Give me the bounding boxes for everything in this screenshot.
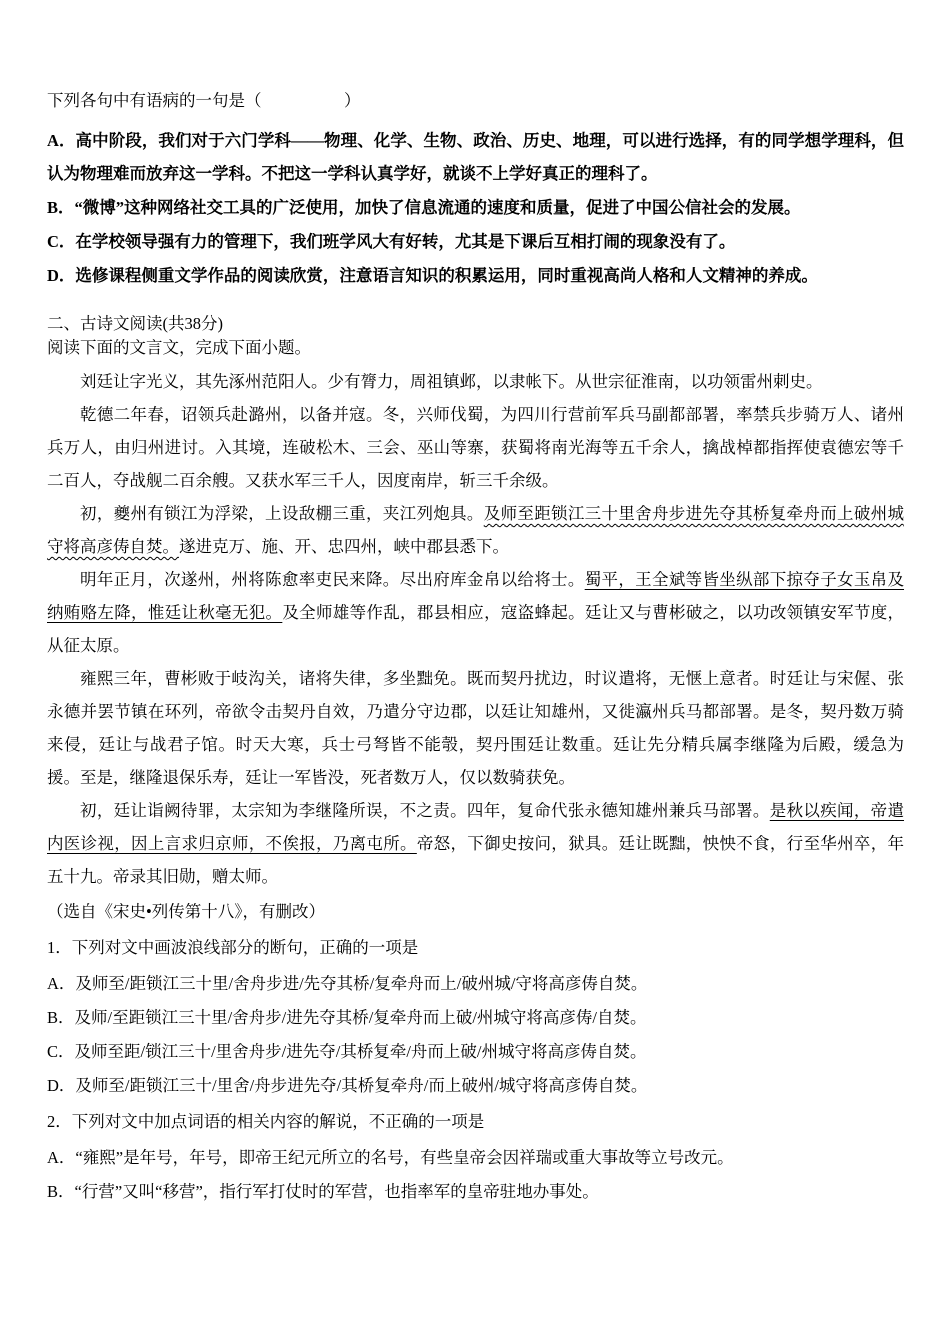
grammar-option-d: D．选修课程侧重文学作品的阅读欣赏，注意语言知识的积累运用，同时重视高尚人格和人文精神的养成。 (47, 266, 818, 285)
passage-paragraph-1: 刘廷让字光义，其先涿州范阳人。少有膂力，周祖镇邺，以隶帐下。从世宗征淮南，以功领雷州刺史。 (80, 372, 823, 391)
grammar-question-stem: 下列各句中有语病的一句是（ ） (47, 91, 361, 110)
grammar-option-c: C．在学校领导强有力的管理下，我们班学风大有好转，尤其是下课后互相打闹的现象没有了。 (47, 232, 736, 251)
question-2-stem: 2．下列对文中加点词语的相关内容的解说，不正确的一项是 (47, 1112, 485, 1131)
question-1-option-b: B．及师/至距锁江三十里/舍舟步/进先夺其桥/复牵舟而上破/州城守将高彦俦/自焚。 (47, 1008, 647, 1027)
p6-underlined-text: 是秋以疾闻，帝遣内医诊视，因上言求归京师，不俟报，乃离屯所。 (47, 801, 905, 853)
question-1-option-a: A．及师至/距锁江三十里/舍舟步进/先夺其桥/复牵舟而上/破州城/守将高彦俦自焚。 (47, 974, 648, 993)
p6-text-before: 初，廷让诣阙待罪，太宗知为李继隆所误，不之责。四年，复命代张永德知雄州兼兵马部署。 (80, 801, 770, 820)
p3-wavy-underlined-text: 及师至距锁江三十里舍舟步进先夺其桥复牵舟而上破州城守将高彦俦自焚。 (47, 504, 905, 556)
p6-text-after: 帝怒，下御史按问，狱具。廷让既黜，怏怏不食，行至华州卒，年五十九。帝录其旧勋，赠太师。 (47, 834, 905, 886)
passage-paragraph-6 (47, 794, 904, 893)
question-1-option-d: D．及师至/距锁江三十/里舍/舟步进先夺/其桥复牵舟/而上破州/城守将高彦俦自焚。 (47, 1076, 648, 1095)
passage-source: （选自《宋史•列传第十八》，有删改） (47, 902, 326, 921)
passage-paragraph-4 (47, 563, 904, 662)
p4-text-after: 及全师雄等作乱，郡县相应，寇盗蜂起。廷让又与曹彬破之，以功改领镇安军节度，从征太原。 (47, 603, 905, 655)
section-instruction: 阅读下面的文言文，完成下面小题。 (47, 338, 311, 357)
section-title: 二、古诗文阅读(共38分) (47, 314, 223, 333)
p4-text-before: 明年正月，次遂州，州将陈愈率吏民来降。尽出府库金帛以给将士。 (80, 570, 585, 589)
passage-paragraph-3 (47, 497, 904, 563)
question-1-stem: 1．下列对文中画波浪线部分的断句，正确的一项是 (47, 938, 419, 957)
question-2-option-b: B．“行营”又叫“移营”，指行军打仗时的军营，也指率军的皇帝驻地办事处。 (47, 1182, 599, 1201)
p3-text-before: 初，夔州有锁江为浮梁，上设敌棚三重，夹江列炮具。 (80, 504, 484, 523)
p3-text-after: 遂进克万、施、开、忠四州，峡中郡县悉下。 (179, 537, 509, 556)
grammar-option-a: A．高中阶段，我们对于六门学科——物理、化学、生物、政治、历史、地理，可以进行选择，有的同学想学理科，但认为物理难而放弃这一学科。不把这一学科认真学好，就谈不上学好真正的理科了。 (47, 131, 904, 183)
p4-underlined-text: 蜀平，王全斌等皆坐纵部下掠夺子女玉帛及纳贿赂左降，惟廷让秋毫无犯。 (47, 570, 905, 622)
grammar-option-b: B．“微博”这种网络社交工具的广泛使用，加快了信息流通的速度和质量，促进了中国公信社会的发展。 (47, 198, 801, 217)
question-1-option-c: C．及师至距/锁江三十/里舍舟步/进先夺/其桥复牵/舟而上破/州城守将高彦俦自焚。 (47, 1042, 647, 1061)
passage-paragraph-5: 雍熙三年，曹彬败于岐沟关，诸将失律，多坐黜免。既而契丹扰边，时议遣将，无惬上意者。时廷让与宋偓、张永德并罢节镇在环列，帝欲令击契丹自效，乃遣分守边郡，以廷让知雄州，又徙瀛州兵马都部署。是冬，契丹数万骑来侵，廷让与战君子馆。时天大寒，兵士弓弩皆不能彀，契丹围廷让数重。廷让先分精兵属李继隆为后殿，缓急为援。至是，继隆退保乐寿，廷让一军皆没，死者数万人，仅以数骑获免。 (47, 669, 904, 787)
passage-paragraph-2: 乾德二年春，诏领兵赴潞州，以备并寇。冬，兴师伐蜀，为四川行营前军兵马副都部署，率禁兵步骑万人、诸州兵万人，由归州进讨。入其境，连破松木、三会、巫山等寨，获蜀将南光海等五千余人，擒战棹都指挥使袁德宏等千二百人，夺战舰二百余艘。又获水军三千人，因度南岸，斩三千余级。 (47, 405, 904, 490)
question-2-option-a: A．“雍熙”是年号，年号，即帝王纪元所立的名号，有些皇帝会因祥瑞或重大事故等立号改元。 (47, 1148, 734, 1167)
